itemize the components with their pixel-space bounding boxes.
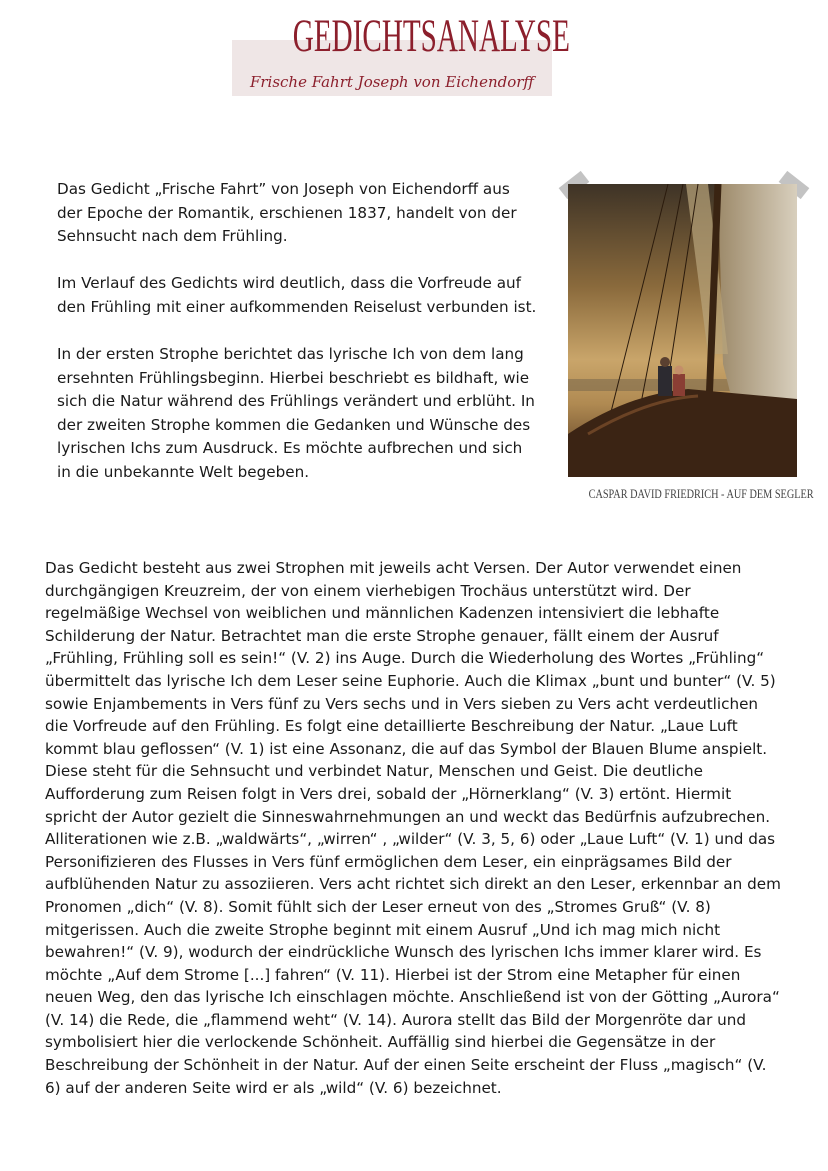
page-subtitle: Frische Fahrt Joseph von Eichendorff [249,73,535,91]
page-title: GEDICHTSANALYSE [292,10,570,62]
intro-paragraph: In der ersten Strophe berichtet das lyrische Ich von dem lang ersehnten Frühlingsbeginn. Hierbei beschriebt es bildhaft, wie sich die Natur während des Frühlings verändert und erblüht. In der zweiten Strophe kommen die Gedanken und Wünsche des lyrischen Ichs zum Ausdruck. Es möchte aufbrechen und sich in die unbekannte Welt begeben. [57,344,535,481]
intro-text [57,178,537,508]
image-caption: CASPAR DAVID FRIEDRICH - AUF DEM SEGLER [588,487,814,501]
intro-paragraph: Im Verlauf des Gedichts wird deutlich, dass die Vorfreude auf den Frühling mit einer aufkommenden Reiselust verbunden ist. [57,274,537,316]
painting-image [568,184,797,477]
analysis-paragraph: Das Gedicht besteht aus zwei Strophen mit jeweils acht Versen. Der Autor verwendet einen durchgängigen Kreuzreim, der von einem vierhebigen Trochäus unterstützt wird. Der regelmäßige Wechsel von weiblichen und männlichen Kadenzen intensiviert die lebhafte Schilderung der Natur. Betrachtet man die erste Strophe genauer, fällt einem der Ausruf „Frühling, Frühling soll es sein!“ (V. 2) ins Auge. Durch die Wiederholung des Wortes „Frühling“ übermittelt das lyrische Ich dem Leser seine Euphorie. Auch die Klimax „bunt und bunter“ (V. 5) sowie Enjambements in Vers fünf zu Vers sechs und in Vers sieben zu Vers acht verdeutlichen die Vorfreude auf den Frühling. Es folgt eine detaillierte Beschreibung der Natur. „Laue Luft kommt blau geflossen“ (V. 1) ist eine Assonanz, die auf das Symbol der Blauen Blume anspielt. Diese steht für die Sehnsucht und verbindet Natur, Menschen und Geist. Die deutliche Aufforderung zum Reisen folgt in Vers drei, sobald der „Hörnerklang“ (V. 3) ertönt. Hiermit spricht der Autor gezielt die Sinneswahrnehmungen an und weckt das Bedürfnis aufzubrechen. Alliterationen wie z.B. „waldwärts“, „wirren“ , „wilder“ (V. 3, 5, 6) oder „Laue Luft“ (V. 1) und das Personifizieren des Flusses in Vers fünf ermöglichen dem Leser, ein einprägsames Bild der aufblühenden Natur zu assoziieren. Vers acht richtet sich direkt an den Leser, erkennbar an dem Pronomen „dich“ (V. 8). Somit fühlt sich der Leser erneut von des „Stromes Gruß“ (V. 8) mitgerissen. Auch die zweite Strophe beginnt mit einem Ausruf „Und ich mag mich nicht bewahren!“ (V. 9), wodurch der eindrückliche Wunsch des lyrischen Ichs immer klarer wird. Es möchte „Auf dem Strome [...] fahren“ (V. 11). Hierbei ist der Strom eine Metapher für einen neuen Weg, den das lyrische Ich einschlagen möchte. Anschließend ist von der Götting „Aurora“ (V. 14) die Rede, die „flammend weht“ (V. 14). Aurora stellt das Bild der Morgenröte dar und symbolisiert hier die verlockende Schönheit. Auffällig sind hierbei die Gegensätze in der Beschreibung der Schönheit in der Natur. Auf der einen Seite erscheint der Fluss „magisch“ (V. 6) auf der anderen Seite wird er als „wild“ (V. 6) bezeichnet. [45,559,781,1097]
intro-paragraph: Das Gedicht „Frische Fahrt” von Joseph von Eichendorff aus der Epoche der Romantik, erschienen 1837, handelt von der Sehnsucht nach dem Frühling. [57,180,517,246]
